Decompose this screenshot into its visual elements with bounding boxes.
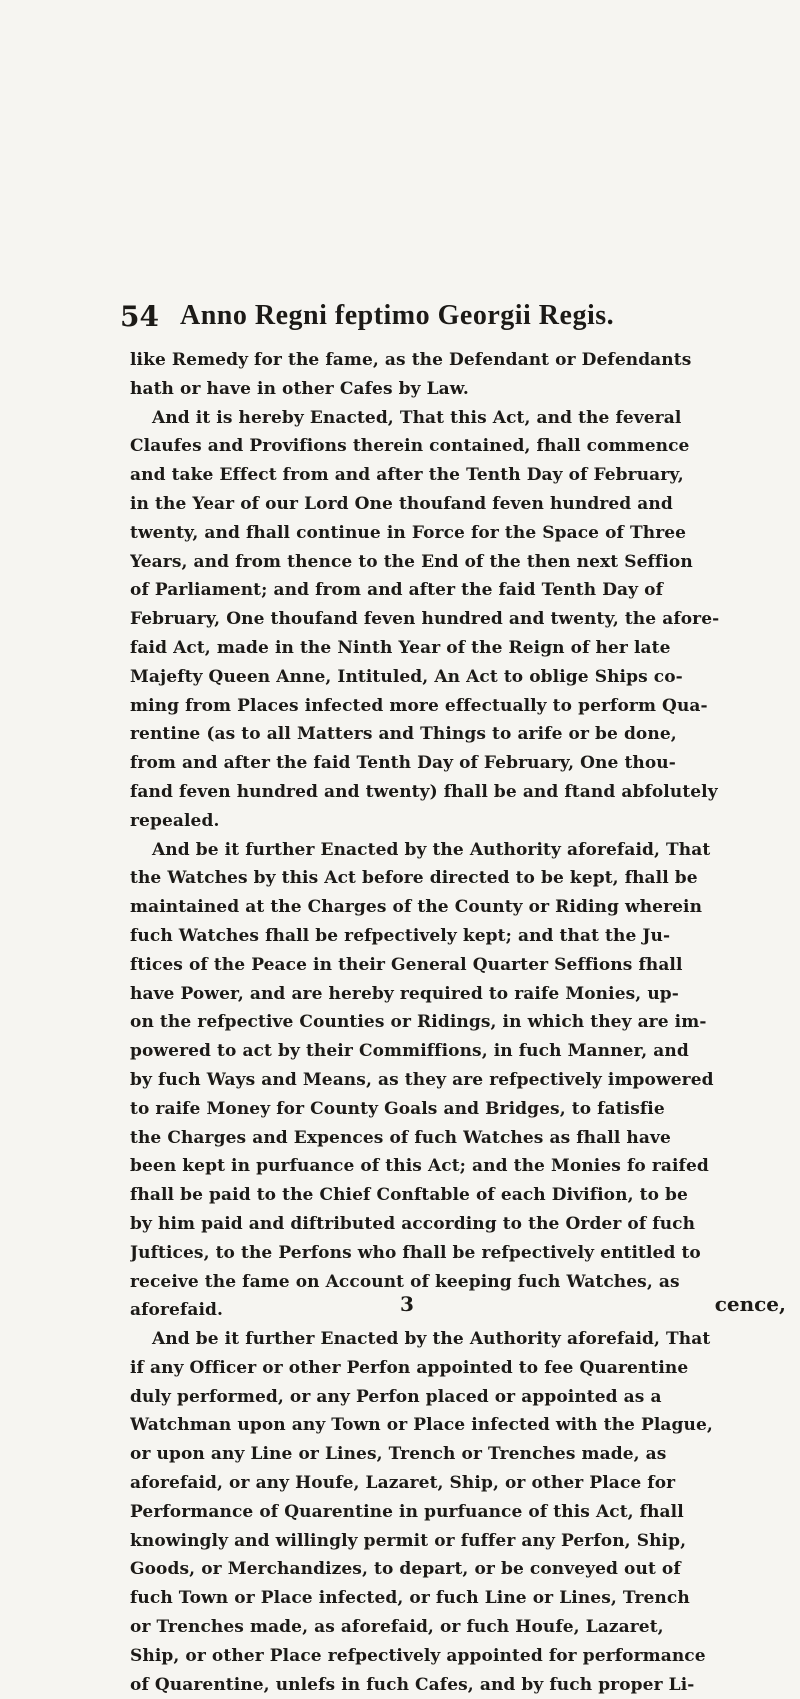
text-line: to raife Money for County Goals and Bridges, to fatisfie (130, 1098, 665, 1119)
text-line: And it is hereby Enacted, That this Act, and the feveral (152, 407, 682, 428)
text-line: rentine (as to all Matters and Things to arife or be done, (130, 724, 677, 745)
text-line: aforefaid, or any Houfe, Lazaret, Ship, or other Place for (130, 1473, 676, 1494)
page-header (120, 300, 790, 336)
text-line: from and after the faid Tenth Day of February, One thou- (130, 753, 676, 774)
text-line: been kept in purfuance of this Act; and the Monies fo raifed (130, 1156, 709, 1177)
text-line: repealed. (130, 810, 220, 831)
text-line: in the Year of our Lord One thoufand feven hundred and (130, 493, 673, 514)
text-line: by him paid and diftributed according to the Order of fuch (130, 1213, 696, 1234)
text-line: fuch Town or Place infected, or fuch Line or Lines, Trench (130, 1588, 690, 1609)
text-line: Majefty Queen Anne, Intituled, An Act to oblige Ships co- (130, 666, 683, 687)
text-line: ming from Places infected more effectually to perform Qua- (130, 695, 708, 716)
text-line: faid Act, made in the Ninth Year of the Reign of her late (130, 637, 671, 658)
text-line: Juftices, to the Perfons who fhall be refpectively entitled to (130, 1242, 701, 1263)
text-line: receive the fame on Account of keeping fuch Watches, as (130, 1271, 680, 1292)
text-line: Claufes and Provifions therein contained, fhall commence (130, 436, 690, 457)
text-line: if any Officer or other Perfon appointed to fee Quarentine (130, 1357, 689, 1378)
text-line: Watchman upon any Town or Place infected with the Plague, (130, 1415, 713, 1436)
text-line: the Watches by this Act before directed to be kept, fhall be (130, 868, 698, 889)
text-line: the Charges and Expences of fuch Watches as fhall have (130, 1127, 671, 1148)
text-line: like Remedy for the fame, as the Defendant or Defendants (130, 350, 692, 370)
text-line: And be it further Enacted by the Authority aforefaid, That (152, 1329, 711, 1350)
catchword: cence, (714, 1292, 786, 1316)
text-line: Goods, or Merchandizes, to depart, or be conveyed out of (130, 1559, 681, 1580)
text-line: Ship, or other Place refpectively appointed for performance (130, 1645, 706, 1666)
text-line: twenty, and fhall continue in Force for the Space of Three (130, 522, 687, 543)
statute-text (130, 346, 786, 1699)
signature-mark: 3 (400, 1292, 414, 1316)
text-line: duly performed, or any Perfon placed or appointed as a (130, 1386, 662, 1407)
text-line: Performance of Quarentine in purfuance of this Act, fhall (130, 1501, 684, 1522)
text-line: knowingly and willingly permit or fuffer any Perfon, Ship, (130, 1530, 687, 1551)
text-line: hath or have in other Cafes by Law. (130, 378, 469, 399)
text-line: or Trenches made, as aforefaid, or fuch Houfe, Lazaret, (130, 1617, 664, 1638)
page-number: 54 (120, 300, 159, 333)
text-line: Years, and from thence to the End of the then next Seffion (130, 551, 693, 572)
text-line: ftices of the Peace in their General Quarter Seffions fhall (130, 954, 683, 975)
text-line: powered to act by their Commiffions, in fuch Manner, and (130, 1041, 689, 1062)
text-line: fand feven hundred and twenty) fhall be and ftand abfolutely (130, 781, 718, 802)
text-line: February, One thoufand feven hundred and twenty, the afore- (130, 609, 720, 630)
text-line: or upon any Line or Lines, Trench or Trenches made, as (130, 1444, 667, 1465)
text-line: by fuch Ways and Means, as they are refpectively impowered (130, 1069, 714, 1090)
text-line: and take Effect from and after the Tenth Day of February, (130, 465, 684, 486)
text-line: on the refpective Counties or Ridings, in which they are im- (130, 1012, 707, 1033)
text-line: maintained at the Charges of the County or Riding wherein (130, 897, 703, 918)
text-line: of Quarentine, unlefs in fuch Cafes, and by fuch proper Li- (130, 1674, 695, 1695)
text-line: have Power, and are hereby required to raife Monies, up- (130, 983, 679, 1004)
text-line: of Parliament; and from and after the faid Tenth Day of (130, 580, 664, 601)
text-line: aforefaid. (130, 1300, 224, 1321)
page-footer (130, 1292, 786, 1322)
text-line: And be it further Enacted by the Authority aforefaid, That (152, 839, 711, 860)
text-line: fuch Watches fhall be refpectively kept; and that the Ju- (130, 925, 671, 946)
text-line: fhall be paid to the Chief Conftable of each Divifion, to be (130, 1185, 688, 1206)
running-title: Anno Regni feptimo Georgii Regis. (180, 300, 615, 331)
